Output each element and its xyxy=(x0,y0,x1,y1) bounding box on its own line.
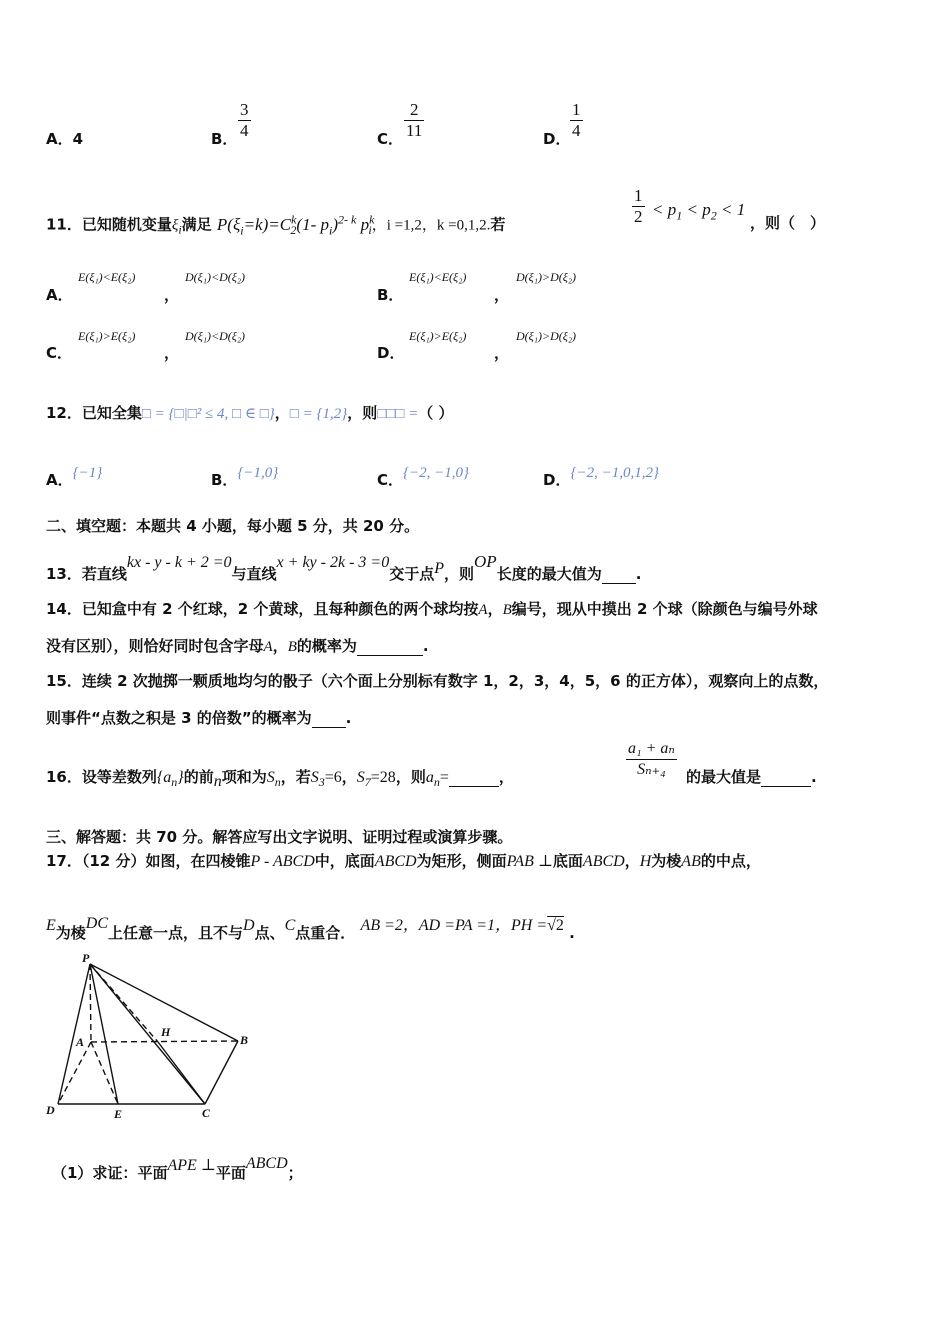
q13-stem: 13．若直线kx - y - k + 2 =0与直线x + ky - 2k - 3 =0交于点P，则OP长度的最大值为 . xyxy=(46,552,642,583)
label-h: H xyxy=(161,1025,171,1039)
q15-line-1: 15．连续 2 次抛掷一颗质地均匀的骰子（六个面上分别标有数字 1，2，3，4，5，6 的正方体），观察向上的点数， xyxy=(46,672,829,690)
label-p: P xyxy=(82,951,90,965)
section-2-heading: 二、填空题：本题共 4 小题，每小题 5 分，共 20 分。 xyxy=(46,517,420,535)
q11-option-a-e: E(ξ₁)<E(ξ₂) xyxy=(78,270,136,284)
q10-option-b-fraction: $\frac{3}{4}$ xyxy=(240,100,249,140)
q16-tail: 的最大值是 . xyxy=(686,768,817,786)
q12-complement: □□□ = xyxy=(377,406,419,422)
q11-option-a-label: A． xyxy=(46,286,73,304)
edge-ph xyxy=(90,964,158,1042)
q12-set-u: □ = {□|□² ≤ 4, □ ∈ □} xyxy=(141,406,275,422)
q12-option-c: C．{−2, −1,0} xyxy=(377,465,470,489)
q11-option-b-comma: ， xyxy=(494,286,510,304)
edge-pc xyxy=(90,964,205,1104)
q11-option-b-e: E(ξ₁)<E(ξ₂) xyxy=(409,270,467,284)
q11-option-d-label: D． xyxy=(377,344,405,362)
q14-line-1: 14．已知盒中有 2 个红球，2 个黄球，且每种颜色的两个球均按A，B编号，现从中摸出 2 个球（除颜色与编号外球 xyxy=(46,600,818,618)
q17-part-1: （1）求证：平面APE ⊥平面ABCD； xyxy=(52,1155,303,1182)
q12-option-a: A．{−1} xyxy=(46,465,103,489)
q11-option-a-d: D(ξ₁)<D(ξ₂) xyxy=(185,270,246,284)
edge-pd xyxy=(58,964,90,1104)
q12-stem: 12．已知全集□ = {□|□² ≤ 4, □ ∈ □}，□ = {1,2}，则□□□ =（ ） xyxy=(46,404,454,422)
q14-line-2: 没有区别），则恰好同时包含字母A，B的概率为 . xyxy=(46,637,429,655)
q17-line-2: E为棱DC上任意一点，且不与D点、C点重合． AB =2，AD =PA =1，PH =√2 . xyxy=(46,915,575,942)
q11-option-d-e: E(ξ₁)>E(ξ₂) xyxy=(409,329,467,343)
q10-option-c-fraction: $\frac{2}{11}$ xyxy=(406,100,423,140)
q10-option-c-label: C． xyxy=(377,130,404,148)
q11-tail: ，则（ ） xyxy=(750,214,826,232)
edge-cb xyxy=(205,1041,238,1104)
q11-option-c-e: E(ξ₁)>E(ξ₂) xyxy=(78,329,136,343)
q11-option-b-label: B． xyxy=(377,286,404,304)
q10-option-d-fraction: $\frac{1}{4}$ xyxy=(572,100,581,140)
q11-stem: 11．已知随机变量$\xi_i$满足 $P(\xi_i=k)=C^k_2(1-$ $p_i)^{2- k}$ $p^k_i$，i =1,2，k =0,1,2.若 xyxy=(46,212,506,238)
edge-hc xyxy=(158,1042,205,1104)
q12-set-a: □ = {1,2} xyxy=(289,406,348,422)
label-d: D xyxy=(46,1103,55,1117)
edge-pe xyxy=(90,964,118,1104)
q16-fraction: $\frac{\text{a₁ + aₙ}}{\text{Sₙ₊₄}}$ xyxy=(628,740,675,778)
q11-option-a-comma: ， xyxy=(164,286,180,304)
section-3-heading: 三、解答题：共 70 分。解答应写出文字说明、证明过程或演算步骤。 xyxy=(46,828,513,846)
q10-option-a: A．4 xyxy=(46,130,84,148)
q10-option-b-label: B． xyxy=(211,130,238,148)
q11-option-d-d: D(ξ₁)>D(ξ₂) xyxy=(516,329,577,343)
label-c: C xyxy=(202,1106,211,1120)
edge-ad xyxy=(58,1042,91,1104)
edge-ab xyxy=(91,1041,238,1042)
q11-option-c-label: C． xyxy=(46,344,73,362)
q11-option-c-comma: ， xyxy=(164,344,180,362)
q11-inequality: < $p_1 < p_2 < 1$ xyxy=(652,200,746,223)
q12-option-d: D．{−2, −1,0,1,2} xyxy=(543,465,659,489)
label-e: E xyxy=(114,1107,123,1121)
q11-option-c-d: D(ξ₁)<D(ξ₂) xyxy=(185,329,246,343)
q11-option-d-comma: ， xyxy=(494,344,510,362)
edge-ae xyxy=(91,1042,118,1104)
label-a: A xyxy=(76,1035,85,1049)
edge-pa xyxy=(90,964,91,1042)
q15-line-2: 则事件“点数之积是 3 的倍数”的概率为 . xyxy=(46,709,352,727)
q17-line-1: 17．（12 分）如图，在四棱锥P - ABCD中，底面ABCD为矩形，侧面PAB ⊥底面ABCD，H为棱AB的中点， xyxy=(46,852,761,870)
q11-option-b-d: D(ξ₁)>D(ξ₂) xyxy=(516,270,577,284)
q11-frac-half: $\frac{1}{2}$ xyxy=(634,186,643,226)
label-b: B xyxy=(240,1033,249,1047)
q12-option-b: B．{−1,0} xyxy=(211,465,279,489)
q16-stem: 16．设等差数列$\{a_n\}$的前n项和为$S_n$，若$S_3=6$，$S_7=28$，则$a_n=$ ， xyxy=(46,768,514,790)
pyramid-figure xyxy=(40,950,270,1130)
q10-option-d-label: D． xyxy=(543,130,571,148)
